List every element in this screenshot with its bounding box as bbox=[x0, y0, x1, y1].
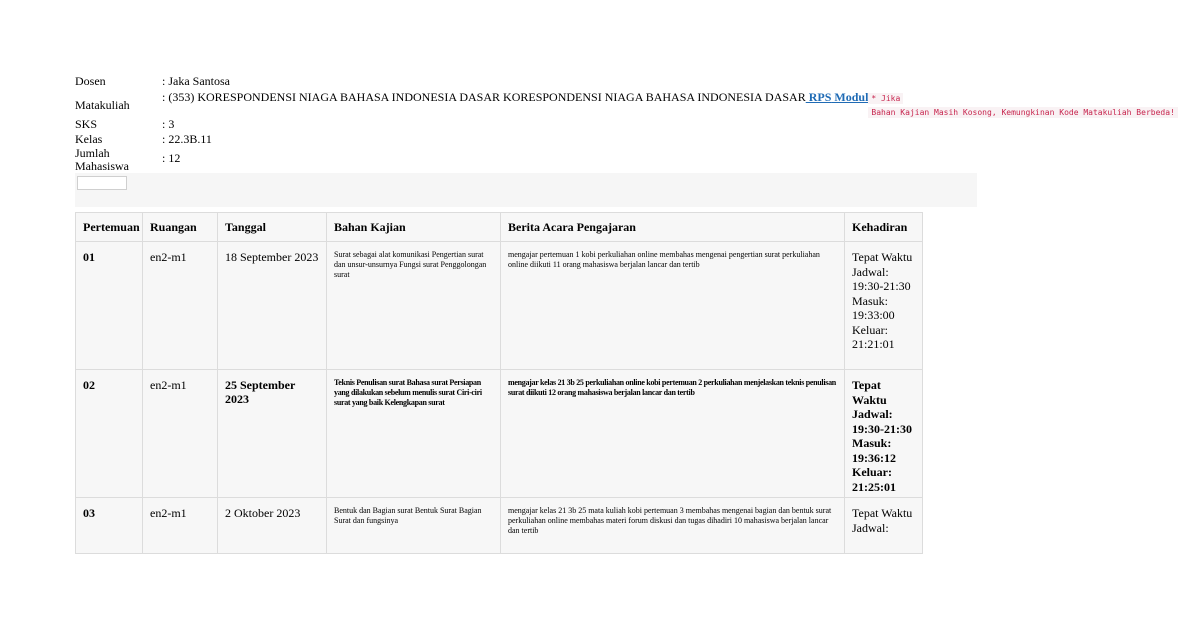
table-header-row bbox=[76, 213, 923, 242]
row-date: 2 Oktober 2023 bbox=[225, 506, 301, 520]
row-number: 01 bbox=[83, 250, 95, 264]
matakuliah-value-group bbox=[162, 90, 1178, 118]
kajian-warning bbox=[868, 90, 1177, 118]
row-room: en2-m1 bbox=[150, 250, 187, 264]
jumlah-label: Jumlah Mahasiswa bbox=[75, 146, 129, 173]
header-kehadiran: Kehadiran bbox=[845, 213, 923, 242]
header-bahan-kajian: Bahan Kajian bbox=[327, 213, 501, 242]
attendance-table bbox=[75, 212, 923, 554]
dosen-value: : Jaka Santosa bbox=[162, 74, 230, 88]
row-report: mengajar kelas 21 3b 25 mata kuliah kobi pertemuan 3 membahas mengenai bagian dan bentuk surat perkuliahan online membahas materi forum diskusi dan tugas dihadiri 10 mahasiswa berjalan lancar dan tertib bbox=[508, 506, 832, 535]
matakuliah-label: Matakuliah bbox=[75, 98, 130, 112]
header-tanggal: Tanggal bbox=[218, 213, 327, 242]
table-row bbox=[76, 370, 923, 498]
row-report: mengajar kelas 21 3b 25 perkuliahan online kobi pertemuan 2 perkuliahan menjelaskan teknis penulisan surat diikuti 12 orang mahasiswa berjalan lancar dan tertib bbox=[508, 378, 836, 397]
rps-link[interactable]: RPS bbox=[805, 90, 832, 104]
row-topic: Surat sebagai alat komunikasi Pengertian surat dan unsur-unsurnya Fungsi surat Penggolongan surat bbox=[334, 250, 487, 279]
sks-label: SKS bbox=[75, 117, 98, 131]
row-date: 18 September 2023 bbox=[225, 250, 319, 264]
table-row bbox=[76, 242, 923, 370]
filter-bar bbox=[75, 173, 977, 207]
kelas-value: : 22.3B.11 bbox=[162, 132, 212, 146]
modul-link[interactable]: Modul bbox=[831, 90, 869, 104]
row-number: 02 bbox=[83, 378, 95, 392]
filter-input[interactable] bbox=[77, 176, 127, 190]
header-pertemuan: Pertemuan bbox=[76, 213, 143, 242]
header-ruangan: Ruangan bbox=[143, 213, 218, 242]
row-report: mengajar pertemuan 1 kobi perkuliahan online membahas mengenai pengertian surat perkuliahan online diikuti 11 orang mahasiswa berjalan lancar dan tertib bbox=[508, 250, 820, 269]
dosen-label: Dosen bbox=[75, 74, 106, 88]
kajian-warning-line1: * Jika bbox=[868, 93, 903, 104]
row-topic: Teknis Penulisan surat Bahasa surat Persiapan yang dilakukan sebelum menulis surat Ciri-ciri surat yang baik Kelengkapan surat bbox=[334, 378, 482, 407]
row-date: 25 September 2023 bbox=[225, 378, 296, 406]
jumlah-value: : 12 bbox=[162, 151, 181, 165]
row-room: en2-m1 bbox=[150, 506, 187, 520]
row-attendance: Tepat Waktu Jadwal: 19:30-21:30 Masuk: 19:33:00 Keluar: 21:21:01 bbox=[852, 250, 913, 351]
matakuliah-value: : (353) KORESPONDENSI NIAGA BAHASA INDONESIA DASAR KORESPONDENSI NIAGA BAHASA INDONESIA DASAR bbox=[162, 90, 806, 104]
row-room: en2-m1 bbox=[150, 378, 187, 392]
sks-value: : 3 bbox=[162, 117, 175, 131]
row-topic: Bentuk dan Bagian surat Bentuk Surat Bagian Surat dan fungsinya bbox=[334, 506, 482, 525]
header-berita-acara: Berita Acara Pengajaran bbox=[501, 213, 845, 242]
row-number: 03 bbox=[83, 506, 95, 520]
table-row bbox=[76, 498, 923, 554]
row-attendance: Tepat Waktu Jadwal: bbox=[852, 506, 913, 535]
kelas-label: Kelas bbox=[75, 132, 103, 146]
row-attendance: Tepat Waktu Jadwal: 19:30-21:30 Masuk: 19:36:12 Keluar: 21:25:01 bbox=[852, 378, 912, 494]
kajian-warning-line2: Bahan Kajian Masih Kosong, Kemungkinan Kode Matakuliah Berbeda! bbox=[868, 107, 1177, 118]
